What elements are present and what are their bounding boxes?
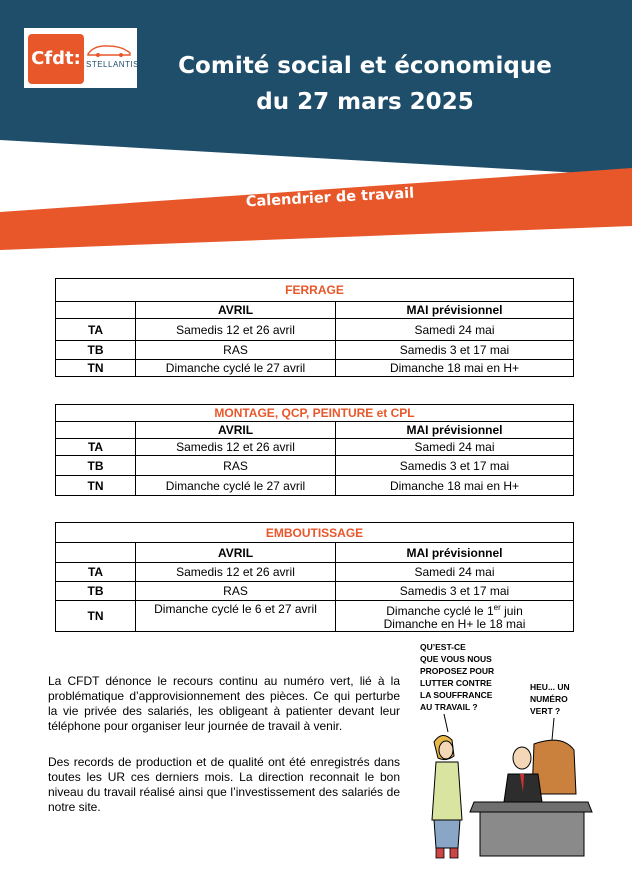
team-label: TB: [56, 456, 136, 476]
april-cell: Dimanche cyclé le 6 et 27 avril: [136, 601, 336, 632]
calendar-table-ferrage: [55, 278, 574, 377]
may-cell: Samedi 24 mai: [336, 319, 574, 341]
table-row: [56, 341, 574, 360]
bubble-man-line-3: VERT ?: [530, 706, 561, 716]
table-header-may: MAI prévisionnel: [336, 422, 574, 439]
team-label: TN: [56, 360, 136, 377]
cfdt-logo: [24, 28, 140, 88]
stellantis-logo-text: STELLANTIS: [86, 60, 140, 69]
table-header-april: AVRIL: [136, 422, 336, 439]
table-row: [56, 563, 574, 582]
table-section-title: FERRAGE: [56, 279, 574, 302]
table-header-empty: [56, 422, 136, 439]
table-section-title: MONTAGE, QCP, PEINTURE et CPL: [56, 405, 574, 422]
table-section-title: EMBOUTISSAGE: [56, 523, 574, 543]
april-cell: Samedis 12 et 26 avril: [136, 319, 336, 341]
table-row: [56, 360, 574, 377]
section-subtitle: Calendrier de travail: [245, 185, 415, 211]
cfdt-logo-mark: Cfdt:: [28, 34, 84, 84]
calendar-table-emboutissage: [55, 522, 574, 632]
team-label: TN: [56, 601, 136, 632]
table-header-may: MAI prévisionnel: [336, 302, 574, 319]
table-header-may: MAI prévisionnel: [336, 543, 574, 563]
table-header-april: AVRIL: [136, 543, 336, 563]
may-cell-line-2: Dimanche en H+ le 18 mai: [383, 617, 526, 631]
may-cell: [336, 601, 574, 632]
april-cell: Samedis 12 et 26 avril: [136, 563, 336, 582]
team-label: TA: [56, 439, 136, 456]
may-cell: Samedis 3 et 17 mai: [336, 456, 574, 476]
april-cell: Dimanche cyclé le 27 avril: [136, 476, 336, 496]
april-cell: Samedis 12 et 26 avril: [136, 439, 336, 456]
may-cell: Dimanche 18 mai en H+: [336, 360, 574, 377]
car-icon: [86, 42, 132, 58]
team-label: TB: [56, 582, 136, 601]
bubble-woman-line-6: AU TRAVAIL ?: [420, 702, 478, 712]
paragraph-1: La CFDT dénonce le recours continu au numéro vert, lié à la problématique d’approvisionnement des pièces. Ce qui perturbe la vie privée des salariés, les obligeant à patienter devant leur téléphone pour organiser leur journée de travail à venir.: [48, 674, 400, 733]
bubble-woman-line-4: LUTTER CONTRE: [420, 678, 492, 688]
may-line1-suffix: juin: [500, 604, 523, 618]
april-cell: RAS: [136, 341, 336, 360]
table-row: [56, 601, 574, 632]
page-title-line-2: du 27 mars 2025: [256, 89, 474, 115]
april-cell: RAS: [136, 456, 336, 476]
bubble-woman-line-1: QU’EST-CE: [420, 642, 466, 652]
team-label: TB: [56, 341, 136, 360]
paragraph-2: Des records de production et de qualité ont été enregistrés dans toutes les UR ces derniers mois. La direction reconnait le bon niveau du travail réalisé ainsi que l’investissement des salariés de notre site.: [48, 755, 400, 814]
may-cell: Samedi 24 mai: [336, 439, 574, 456]
april-cell: RAS: [136, 582, 336, 601]
page-title: [140, 48, 590, 120]
bubble-woman-line-5: LA SOUFFRANCE: [420, 690, 493, 700]
banner-orange-band: [0, 168, 632, 250]
may-line1-superscript: er: [493, 603, 501, 612]
bubble-woman-line-2: QUE VOUS NOUS: [420, 654, 492, 664]
may-cell: Dimanche 18 mai en H+: [336, 476, 574, 496]
page-title-line-1: Comité social et économique: [178, 53, 552, 79]
table-row: [56, 582, 574, 601]
calendar-table-montage: [55, 404, 574, 496]
may-cell-line-1: [338, 601, 571, 618]
table-row: [56, 439, 574, 456]
cartoon-illustration: [404, 634, 604, 866]
bubble-man-line-1: HEU... UN: [530, 682, 570, 692]
april-cell: Dimanche cyclé le 27 avril: [136, 360, 336, 377]
table-header-april: AVRIL: [136, 302, 336, 319]
table-header-empty: [56, 543, 136, 563]
woman-figure: [432, 735, 462, 858]
may-cell: Samedis 3 et 17 mai: [336, 582, 574, 601]
team-label: TA: [56, 563, 136, 582]
bubble-woman-line-3: PROPOSEZ POUR: [420, 666, 495, 676]
may-cell: Samedis 3 et 17 mai: [336, 341, 574, 360]
team-label: TA: [56, 319, 136, 341]
bubble-man-line-2: NUMÉRO: [530, 694, 568, 704]
may-cell: Samedi 24 mai: [336, 563, 574, 582]
may-line1-text: Dimanche cyclé le 1: [386, 604, 494, 618]
table-row: [56, 319, 574, 341]
table-row: [56, 456, 574, 476]
team-label: TN: [56, 476, 136, 496]
table-row: [56, 476, 574, 496]
table-header-empty: [56, 302, 136, 319]
